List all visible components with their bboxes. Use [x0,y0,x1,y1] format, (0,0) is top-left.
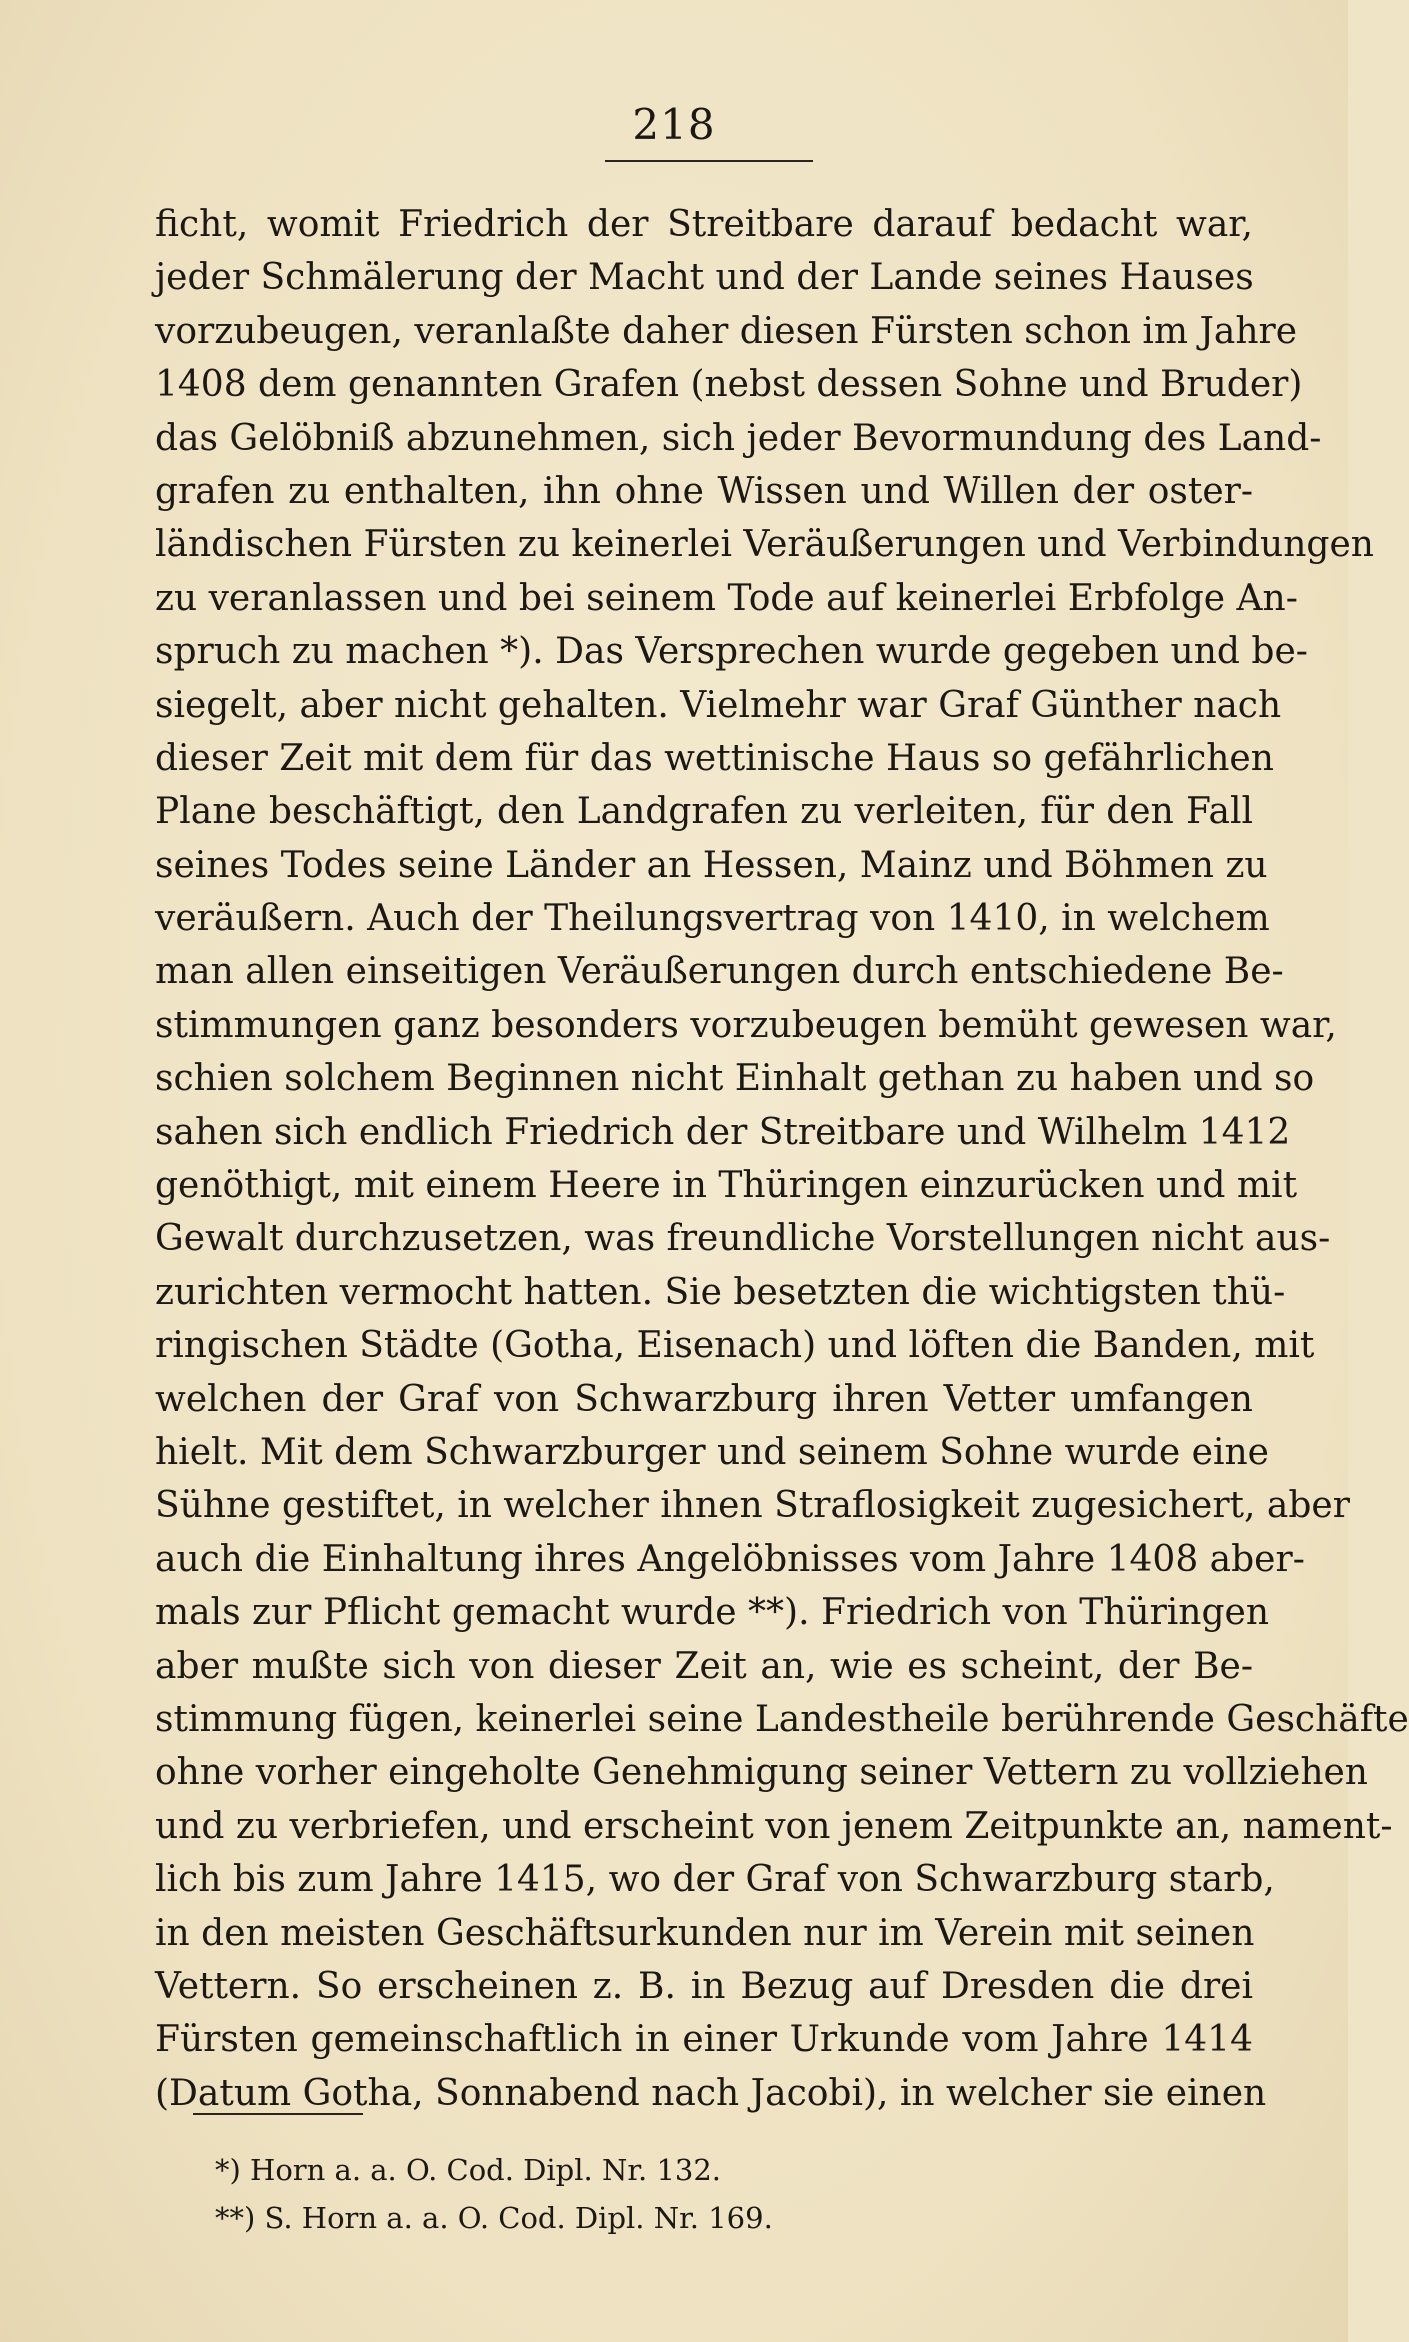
text-line: Fürsten gemeinschaftlich in einer Urkunde vom Jahre 1414 [155,2019,1253,2061]
text-line: spruch zu machen *). Das Versprechen wurde gegeben und be- [155,631,1308,673]
text-line: Gewalt durchzusetzen, was freundliche Vorstellungen nicht aus- [155,1218,1331,1260]
text-line: ohne vorher eingeholte Genehmigung seiner Vettern zu vollziehen [155,1752,1368,1794]
text-line: Vettern. So erscheinen z. B. in Bezug auf Dresden die drei [155,1965,1253,2007]
text-line: veräußern. Auch der Theilungsvertrag von 1410, in welchem [155,898,1270,940]
text-line: aber mußte sich von dieser Zeit an, wie es scheint, der Be- [155,1645,1253,1687]
text-line: zurichten vermocht hatten. Sie besetzten die wichtigsten thü- [155,1271,1286,1313]
text-line: welchen der Graf von Schwarzburg ihren Vetter umfangen [155,1378,1253,1420]
text-line: und zu verbriefen, und erscheint von jenem Zeitpunkte an, nament- [155,1805,1393,1847]
text-line: vorzubeugen, veranlaßte daher diesen Fürsten schon im Jahre [155,310,1298,352]
text-line: siegelt, aber nicht gehalten. Vielmehr war Graf Günther nach [155,684,1282,726]
text-line: genöthigt, mit einem Heere in Thüringen einzurücken und mit [155,1165,1298,1207]
text-line: stimmungen ganz besonders vorzubeugen bemüht gewesen war, [155,1004,1337,1046]
page-number: 218 [632,100,716,149]
footnote: *) Horn a. a. O. Cod. Dipl. Nr. 132. [215,2153,722,2187]
text-line: man allen einseitigen Veräußerungen durch entschiedene Be- [155,951,1284,993]
text-line: sahen sich endlich Friedrich der Streitbare und Wilhelm 1412 [155,1111,1291,1153]
text-line: lich bis zum Jahre 1415, wo der Graf von Schwarzburg starb, [155,1859,1275,1901]
text-line: seines Todes seine Länder an Hessen, Mainz und Böhmen zu [155,844,1268,886]
text-line: ländischen Fürsten zu keinerlei Veräußerungen und Verbindungen [155,524,1374,566]
text-line: stimmung fügen, keinerlei seine Landestheile berührende Geschäfte [155,1698,1409,1740]
text-line: 1408 dem genannten Grafen (nebst dessen Sohne und Bruder) [155,364,1303,406]
text-line: ringischen Städte (Gotha, Eisenach) und löften die Banden, mit [155,1325,1315,1367]
text-line: hielt. Mit dem Schwarzburger und seinem Sohne wurde eine [155,1431,1269,1473]
text-line: das Gelöbniß abzunehmen, sich jeder Bevormundung des Land- [155,417,1322,459]
text-line: dieser Zeit mit dem für das wettinische Haus so gefährlichen [155,737,1274,779]
main-text [155,198,1409,2120]
header-rule [605,160,813,162]
text-line: zu veranlassen und bei seinem Tode auf keinerlei Erbfolge An- [155,577,1298,619]
text-line: jeder Schmälerung der Macht und der Lande seines Hauses [155,257,1254,299]
text-line: auch die Einhaltung ihres Angelöbnisses vom Jahre 1408 aber- [155,1538,1305,1580]
text-line: schien solchem Beginnen nicht Einhalt gethan zu haben und so [155,1058,1315,1100]
text-line: (Datum Gotha, Sonnabend nach Jacobi), in welcher sie einen [155,2072,1267,2114]
text-line: mals zur Pflicht gemacht wurde **). Friedrich von Thüringen [155,1592,1270,1634]
text-line: Plane beschäftigt, den Landgrafen zu verleiten, für den Fall [155,791,1253,833]
footnotes [215,2146,1115,2242]
footnote-rule [193,2113,363,2115]
text-line: Sühne gestiftet, in welcher ihnen Straflosigkeit zugesichert, aber [155,1485,1350,1527]
footnote: **) S. Horn a. a. O. Cod. Dipl. Nr. 169. [215,2201,773,2235]
text-line: in den meisten Geschäftsurkunden nur im Verein mit seinen [155,1912,1255,1954]
text-line: ficht, womit Friedrich der Streitbare darauf bedacht war, [155,204,1253,245]
text-line: grafen zu enthalten, ihn ohne Wissen und Willen der oster- [155,470,1253,512]
